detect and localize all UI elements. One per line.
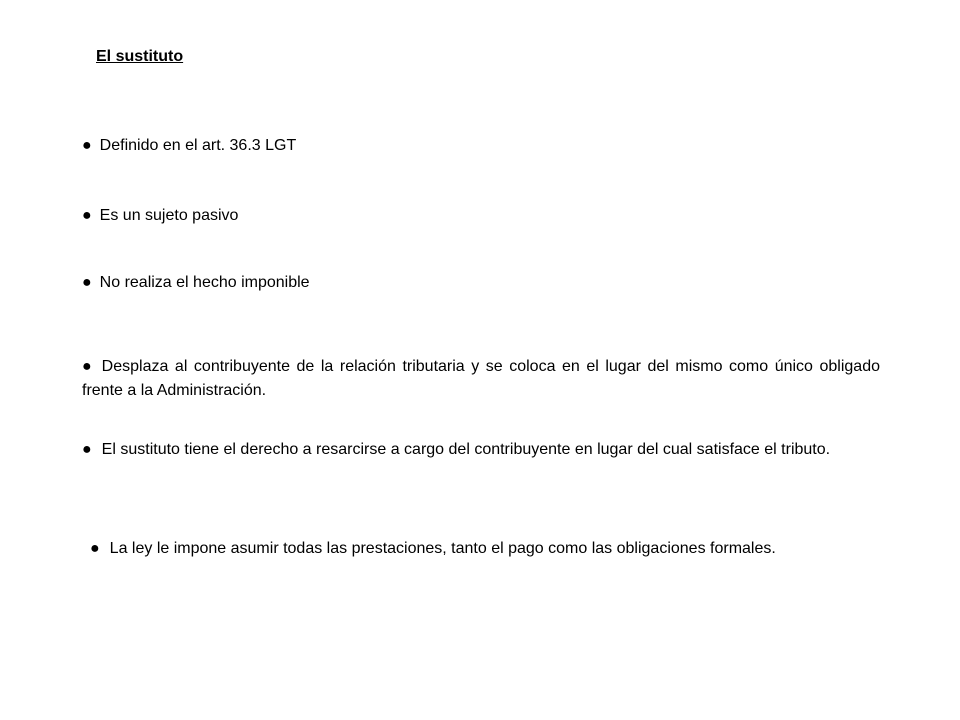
bullet-text: Desplaza al contribuyente de la relación tributaria y se coloca en el lugar del mismo como único obligado frente a la Administración. [82,358,880,399]
bullet-icon: ● [82,137,92,154]
bullet-item-2 [82,204,238,228]
bullet-item-1 [82,134,296,158]
bullet-text: El sustituto tiene el derecho a resarcirse a cargo del contribuyente en lugar del cual satisface el tributo. [101,441,831,458]
bullet-icon: ● [82,207,92,224]
slide-title: El sustituto [96,48,184,65]
bullet-icon: ● [82,441,92,458]
bullet-item-3 [82,271,310,295]
bullet-text: No realiza el hecho imponible [99,274,310,291]
bullet-icon: ● [82,358,92,375]
bullet-text: Definido en el art. 36.3 LGT [99,137,297,154]
bullet-text: Es un sujeto pasivo [99,207,239,224]
bullet-icon: ● [82,274,92,291]
bullet-icon: ● [90,540,100,557]
bullet-item-6 [90,537,874,561]
bullet-item-4 [82,355,880,403]
bullet-item-5 [82,438,892,462]
bullet-text: La ley le impone asumir todas las prestaciones, tanto el pago como las obligaciones formales. [109,540,776,557]
